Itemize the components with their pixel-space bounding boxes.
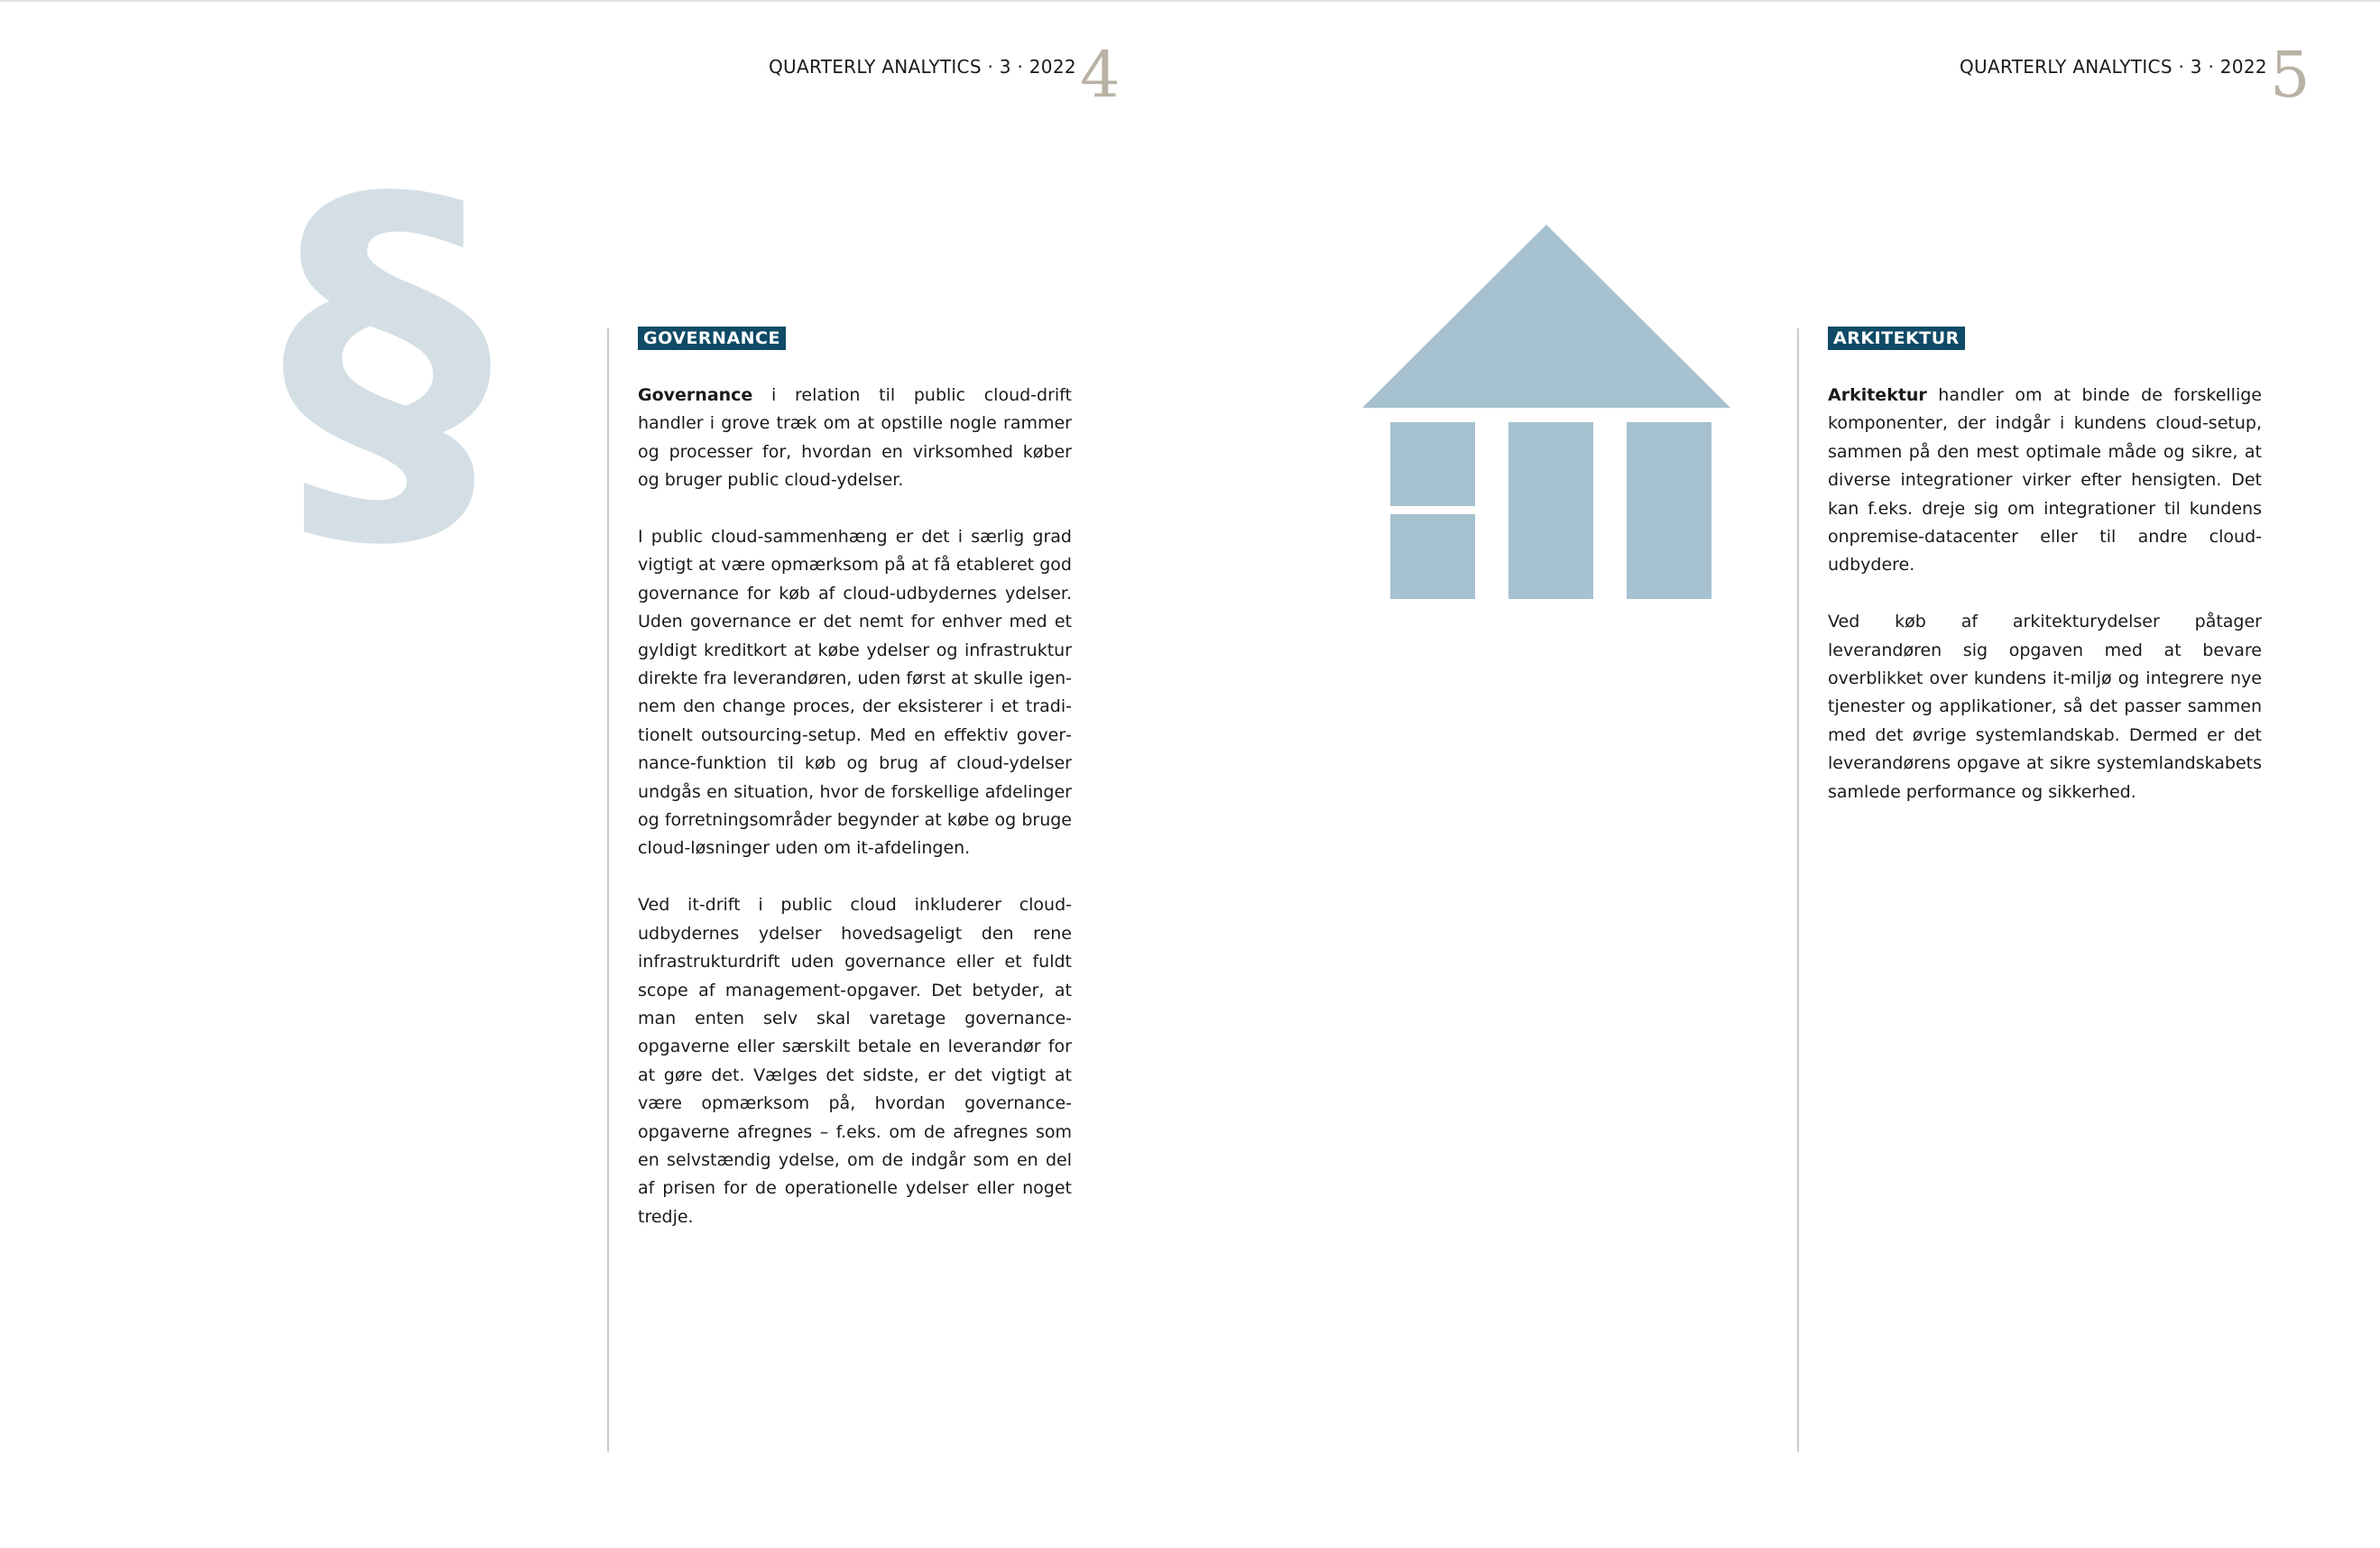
body-paragraph: Ved køb af arkitekturydelser påtager leverandøren sig opgaven med at bevare overblikket over kundens it-miljø og integrere nye tjenester og applikationer, så det passer sammen med det øvrige systemlandskab. Dermed er det leverandørens opgave at sikre systemlandskabets samlede performance og sikkerhed. bbox=[1828, 612, 2262, 802]
section-tag-governance: GOVERNANCE bbox=[638, 327, 786, 350]
body-paragraph: I public cloud-sammenhæng er det i særlig grad vigtigt at være opmærksom på at få etableret god governance for køb af cloud-udbydernes ydelser. Uden governance er det nemt for enhver med et gyldigt kreditkort at købe ydelser og infrastruktur direkte fra leverandøren, uden først at skulle igennem den change proces, der eksisterer i et traditionelt outsourcing-setup. Med en effektiv governance-funktion til køb og brug af cloud-ydelser undgås en situation, hvor de forskellige afdelinger og forretningsområder begynder at købe og bruge cloud-løsninger uden om it-afdelingen. bbox=[638, 527, 1072, 859]
house-icon bbox=[1362, 222, 1730, 601]
section-tag-arkitektur: ARKITEKTUR bbox=[1828, 327, 1965, 350]
article-body-governance bbox=[638, 382, 1072, 1260]
column-rule bbox=[1797, 328, 1799, 1451]
house-window-bottom bbox=[1390, 514, 1475, 599]
house-window-top bbox=[1390, 422, 1475, 506]
lead-text: handler om at binde de forskellige komponenter, der indgår i kundens cloud-setup, sammen på den mest optimale måde og sikre, at diverse integrationer virker efter hensigten. Det kan f.eks. dreje sig om integrationer til kundens onpremise-datacenter eller til andre cloud-udbydere. bbox=[1828, 385, 2262, 576]
body-paragraph: Ved it-drift i public cloud inkluderer cloud-udbydernes ydelser hovedsageligt den rene infrastrukturdrift uden governance eller et fuldt scope af management-opgaver. Det betyder, at man enten selv skal varetage governance-opgaverne eller særskilt betale en leverandør for at gøre det. Vælges det sidste, er det vigtigt at være opmærksom på, hvordan governance-opgaverne afregnes – f.eks. om de afregnes som en selvstændig ydelse, om de indgår som en del af prisen for de operationelle ydelser eller noget tredje. bbox=[638, 895, 1072, 1227]
running-header: QUARTERLY ANALYTICS · 3 · 2022 bbox=[769, 56, 1076, 78]
lead-text: i relation til public cloud-drift handler i grove træk om at opstille nogle rammer og processer for, hvordan en virksomhed køber og bruger public cloud-ydelser. bbox=[638, 385, 1072, 491]
page-number: 5 bbox=[2270, 38, 2311, 112]
running-header: QUARTERLY ANALYTICS · 3 · 2022 bbox=[1960, 56, 2267, 78]
page-number: 4 bbox=[1080, 38, 1121, 112]
lead-paragraph bbox=[638, 382, 1072, 495]
column-rule bbox=[607, 328, 609, 1451]
lead-term: Governance bbox=[638, 385, 753, 405]
article-body-arkitektur bbox=[1828, 382, 2262, 834]
section-sign-glyph: § bbox=[280, 153, 493, 550]
house-pillar-center bbox=[1508, 422, 1593, 599]
house-roof bbox=[1362, 225, 1730, 408]
house-pillar-right bbox=[1627, 422, 1711, 599]
lead-term: Arkitektur bbox=[1828, 385, 1927, 405]
section-sign-icon bbox=[271, 153, 505, 550]
lead-paragraph bbox=[1828, 382, 2262, 580]
